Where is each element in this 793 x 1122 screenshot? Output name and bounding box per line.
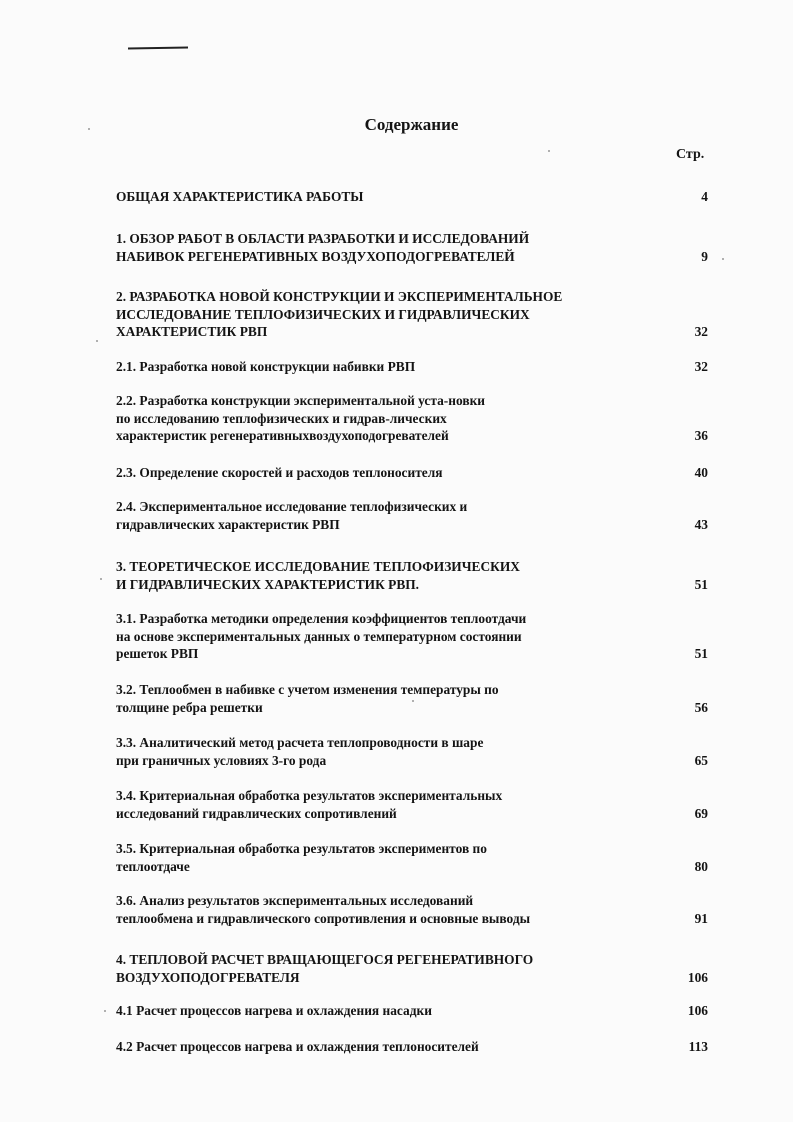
toc-entry	[116, 230, 708, 265]
toc-entry-line: по исследованию теплофизических и гидрав-лических	[116, 410, 447, 426]
toc-entry	[116, 787, 708, 822]
toc-entry-page: 36	[694, 428, 708, 443]
toc-entry-line: 2.2. Разработка конструкции экспериментальной уста-новки	[116, 393, 486, 408]
toc-entry-line: характеристик регенеративныхвоздухоподогревателей	[116, 428, 449, 443]
toc-entry-line: ХАРАКТЕРИСТИК РВП	[116, 324, 268, 339]
toc-entry-page: 69	[694, 805, 708, 821]
toc-entry	[116, 734, 708, 769]
toc-entry-line: 2. РАЗРАБОТКА НОВОЙ КОНСТРУКЦИИ И ЭКСПЕРИМЕНТАЛЬНОЕ	[116, 289, 563, 304]
toc-entry-page: 32	[694, 324, 708, 339]
scan-artifact-line	[128, 46, 188, 49]
toc-entry-line: 2.3. Определение скоростей и расходов теплоносителя	[116, 465, 443, 480]
toc-entry	[116, 1038, 708, 1056]
toc-entry-line: 2.1. Разработка новой конструкции набивки РВП	[116, 359, 416, 374]
scan-speck	[104, 1010, 106, 1012]
toc-entry-page: 4	[701, 189, 708, 204]
toc-entry-line: 3.4. Критериальная обработка результатов экспериментальных	[116, 788, 503, 803]
toc-entry-line: исследований гидравлических сопротивлений	[116, 805, 397, 821]
toc-entry-line: И ГИДРАВЛИЧЕСКИХ ХАРАКТЕРИСТИК РВП.	[116, 576, 420, 592]
toc-entry	[116, 610, 708, 663]
scan-speck	[96, 340, 98, 342]
toc-entry	[116, 288, 708, 341]
toc-entry-line: теплообмена и гидравлического сопротивления и основные выводы	[116, 910, 531, 926]
toc-entry-page: 43	[694, 516, 708, 532]
toc-entry	[116, 951, 708, 986]
toc-entry-line: 3. ТЕОРЕТИЧЕСКОЕ ИССЛЕДОВАНИЕ ТЕПЛОФИЗИЧЕСКИХ	[116, 559, 520, 574]
toc-entry-line: гидравлических характеристик РВП	[116, 516, 340, 532]
toc-entry-line: ОБЩАЯ ХАРАКТЕРИСТИКА РАБОТЫ	[116, 189, 364, 204]
toc-entry-line: толщине ребра решетки	[116, 699, 263, 715]
toc-entry-page: 56	[694, 699, 708, 715]
toc-entry-line: на основе экспериментальных данных о температурном состоянии	[116, 628, 522, 644]
toc-entry-line: ИССЛЕДОВАНИЕ ТЕПЛОФИЗИЧЕСКИХ И ГИДРАВЛИЧЕСКИХ	[116, 306, 530, 322]
toc-entry-page: 40	[694, 465, 708, 480]
toc-entry-line: 4.2 Расчет процессов нагрева и охлаждения теплоносителей	[116, 1039, 479, 1054]
toc-entry-line: ВОЗДУХОПОДОГРЕВАТЕЛЯ	[116, 969, 300, 985]
toc-entry-page: 91	[694, 910, 708, 926]
toc-entry-line: НАБИВОК РЕГЕНЕРАТИВНЫХ ВОЗДУХОПОДОГРЕВАТЕЛЕЙ	[116, 248, 515, 264]
toc-entry	[116, 681, 708, 716]
scan-speck	[88, 128, 90, 130]
toc-entry	[116, 1002, 708, 1020]
toc-entry-line: 3.3. Аналитический метод расчета теплопроводности в шаре	[116, 735, 484, 750]
toc-entry	[116, 358, 708, 376]
toc-entry-line: 1. ОБЗОР РАБОТ В ОБЛАСТИ РАЗРАБОТКИ И ИССЛЕДОВАНИЙ	[116, 231, 530, 246]
toc-entry-page: 65	[694, 752, 708, 768]
toc-entry-page: 32	[694, 359, 708, 374]
toc-entry-page: 113	[688, 1039, 708, 1054]
toc-entry	[116, 892, 708, 927]
toc-entry-page: 80	[694, 858, 708, 874]
toc-entry-line: 4. ТЕПЛОВОЙ РАСЧЕТ ВРАЩАЮЩЕГОСЯ РЕГЕНЕРАТИВНОГО	[116, 952, 534, 967]
toc-entry	[116, 558, 708, 593]
toc-entry-line: 3.1. Разработка методики определения коэффициентов теплоотдачи	[116, 611, 527, 626]
toc-entry-page: 106	[687, 969, 708, 985]
page-column-header: Стр.	[676, 147, 705, 162]
toc-entry-page: 51	[694, 646, 708, 661]
toc-entry-line: теплоотдаче	[116, 858, 190, 874]
toc-entry-line: 3.6. Анализ результатов экспериментальных исследований	[116, 893, 474, 908]
toc-entry	[116, 188, 708, 206]
scan-speck	[100, 578, 102, 580]
scan-speck	[548, 150, 550, 152]
scan-speck	[722, 258, 724, 260]
toc-entry	[116, 392, 708, 445]
toc-entry-line: при граничных условиях 3-го рода	[116, 752, 327, 768]
toc-entry-page: 51	[694, 576, 708, 592]
toc-entry-line: 3.2. Теплообмен в набивке с учетом изменения температуры по	[116, 682, 499, 697]
toc-entry	[116, 498, 708, 533]
toc-entry	[116, 464, 708, 482]
toc-entry-page: 106	[687, 1003, 708, 1018]
toc-entry-line: 4.1 Расчет процессов нагрева и охлаждения насадки	[116, 1003, 432, 1018]
toc-entry-line: решеток РВП	[116, 646, 199, 661]
scan-speck	[412, 700, 414, 702]
toc-entry-line: 3.5. Критериальная обработка результатов экспериментов по	[116, 841, 487, 856]
toc-entry	[116, 840, 708, 875]
toc-entry-line: 2.4. Экспериментальное исследование теплофизических и	[116, 499, 468, 514]
page-title: Содержание	[364, 115, 459, 134]
toc-entry-page: 9	[701, 248, 708, 264]
